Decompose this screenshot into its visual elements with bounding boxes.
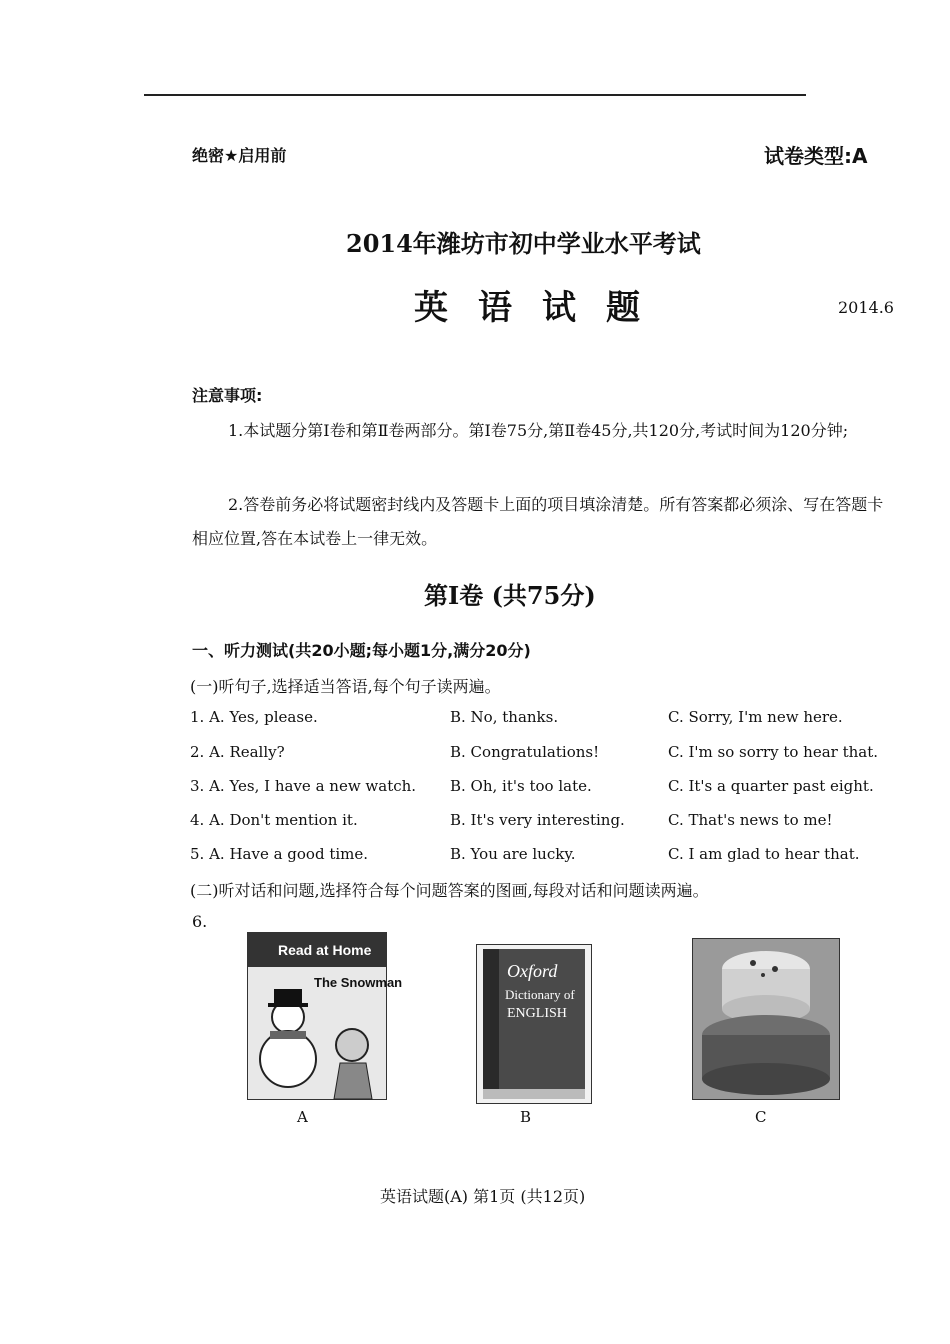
option-c: C. It's a quarter past eight. [668,777,874,795]
cake-picture [692,938,840,1100]
cake-photo-icon [693,939,839,1099]
picture-label: C [755,1108,767,1126]
confidential-label: 绝密★启用前 [192,146,287,165]
dictionary-subtitle-text: Dictionary of [505,987,575,1002]
part-title: 一、听力测试(共20小题;每小题1分,满分20分) [192,641,531,660]
top-rule [144,94,806,96]
picture-label: A [297,1108,308,1126]
subsection-title: (一)听句子,选择适当答语,每个句子读两遍。 [190,677,501,696]
dictionary-book-icon [477,945,591,1103]
picture-label: B [520,1108,532,1126]
exam-date: 2014.6 [838,298,894,317]
question-number: 6. [192,912,208,931]
option-c: C. Sorry, I'm new here. [668,708,843,726]
snowman-book-cover-icon [248,933,403,1099]
option-b: B. It's very interesting. [450,811,625,829]
option-c: C. I am glad to hear that. [668,845,860,863]
subject-title: 英语试题 [414,288,670,328]
option-a: 2. A. Really? [190,743,285,761]
notice-item: 2.答卷前务必将试题密封线内及答题卡上面的项目填涂清楚。所有答案都必须涂、写在答题卡相应位置,答在本试卷上一律无效。 [192,495,884,548]
notice-item: 1.本试题分第Ⅰ卷和第Ⅱ卷两部分。第Ⅰ卷75分,第Ⅱ卷45分,共120分,考试时间为120分钟; [228,421,849,440]
notice-heading: 注意事项: [192,386,263,405]
option-a: 4. A. Don't mention it. [190,811,358,829]
option-b: B. No, thanks. [450,708,559,726]
option-a: 1. A. Yes, please. [190,708,318,726]
book-title-text: Read at Home [278,942,372,958]
exam-title: 2014年潍坊市初中学业水平考试 [346,229,701,258]
option-a: 3. A. Yes, I have a new watch. [190,777,417,795]
option-b: B. Oh, it's too late. [450,777,592,795]
paper-type-label: 试卷类型:A [764,144,868,168]
snowman-book-picture [247,932,403,1100]
option-b: B. Congratulations! [450,743,600,761]
option-a: 5. A. Have a good time. [190,845,369,863]
option-b: B. You are lucky. [450,845,576,863]
option-c: C. That's news to me! [668,811,833,829]
option-c: C. I'm so sorry to hear that. [668,743,878,761]
dictionary-title-text: Oxford [507,961,558,981]
subsection-title: (二)听对话和问题,选择符合每个问题答案的图画,每段对话和问题读两遍。 [190,881,709,900]
dictionary-picture [476,944,592,1104]
book-subtitle-text: The Snowman [314,975,403,990]
dictionary-language-text: ENGLISH [507,1006,567,1021]
section-title: 第Ⅰ卷 (共75分) [424,581,596,610]
page-footer: 英语试题(A) 第1页 (共12页) [380,1187,586,1206]
